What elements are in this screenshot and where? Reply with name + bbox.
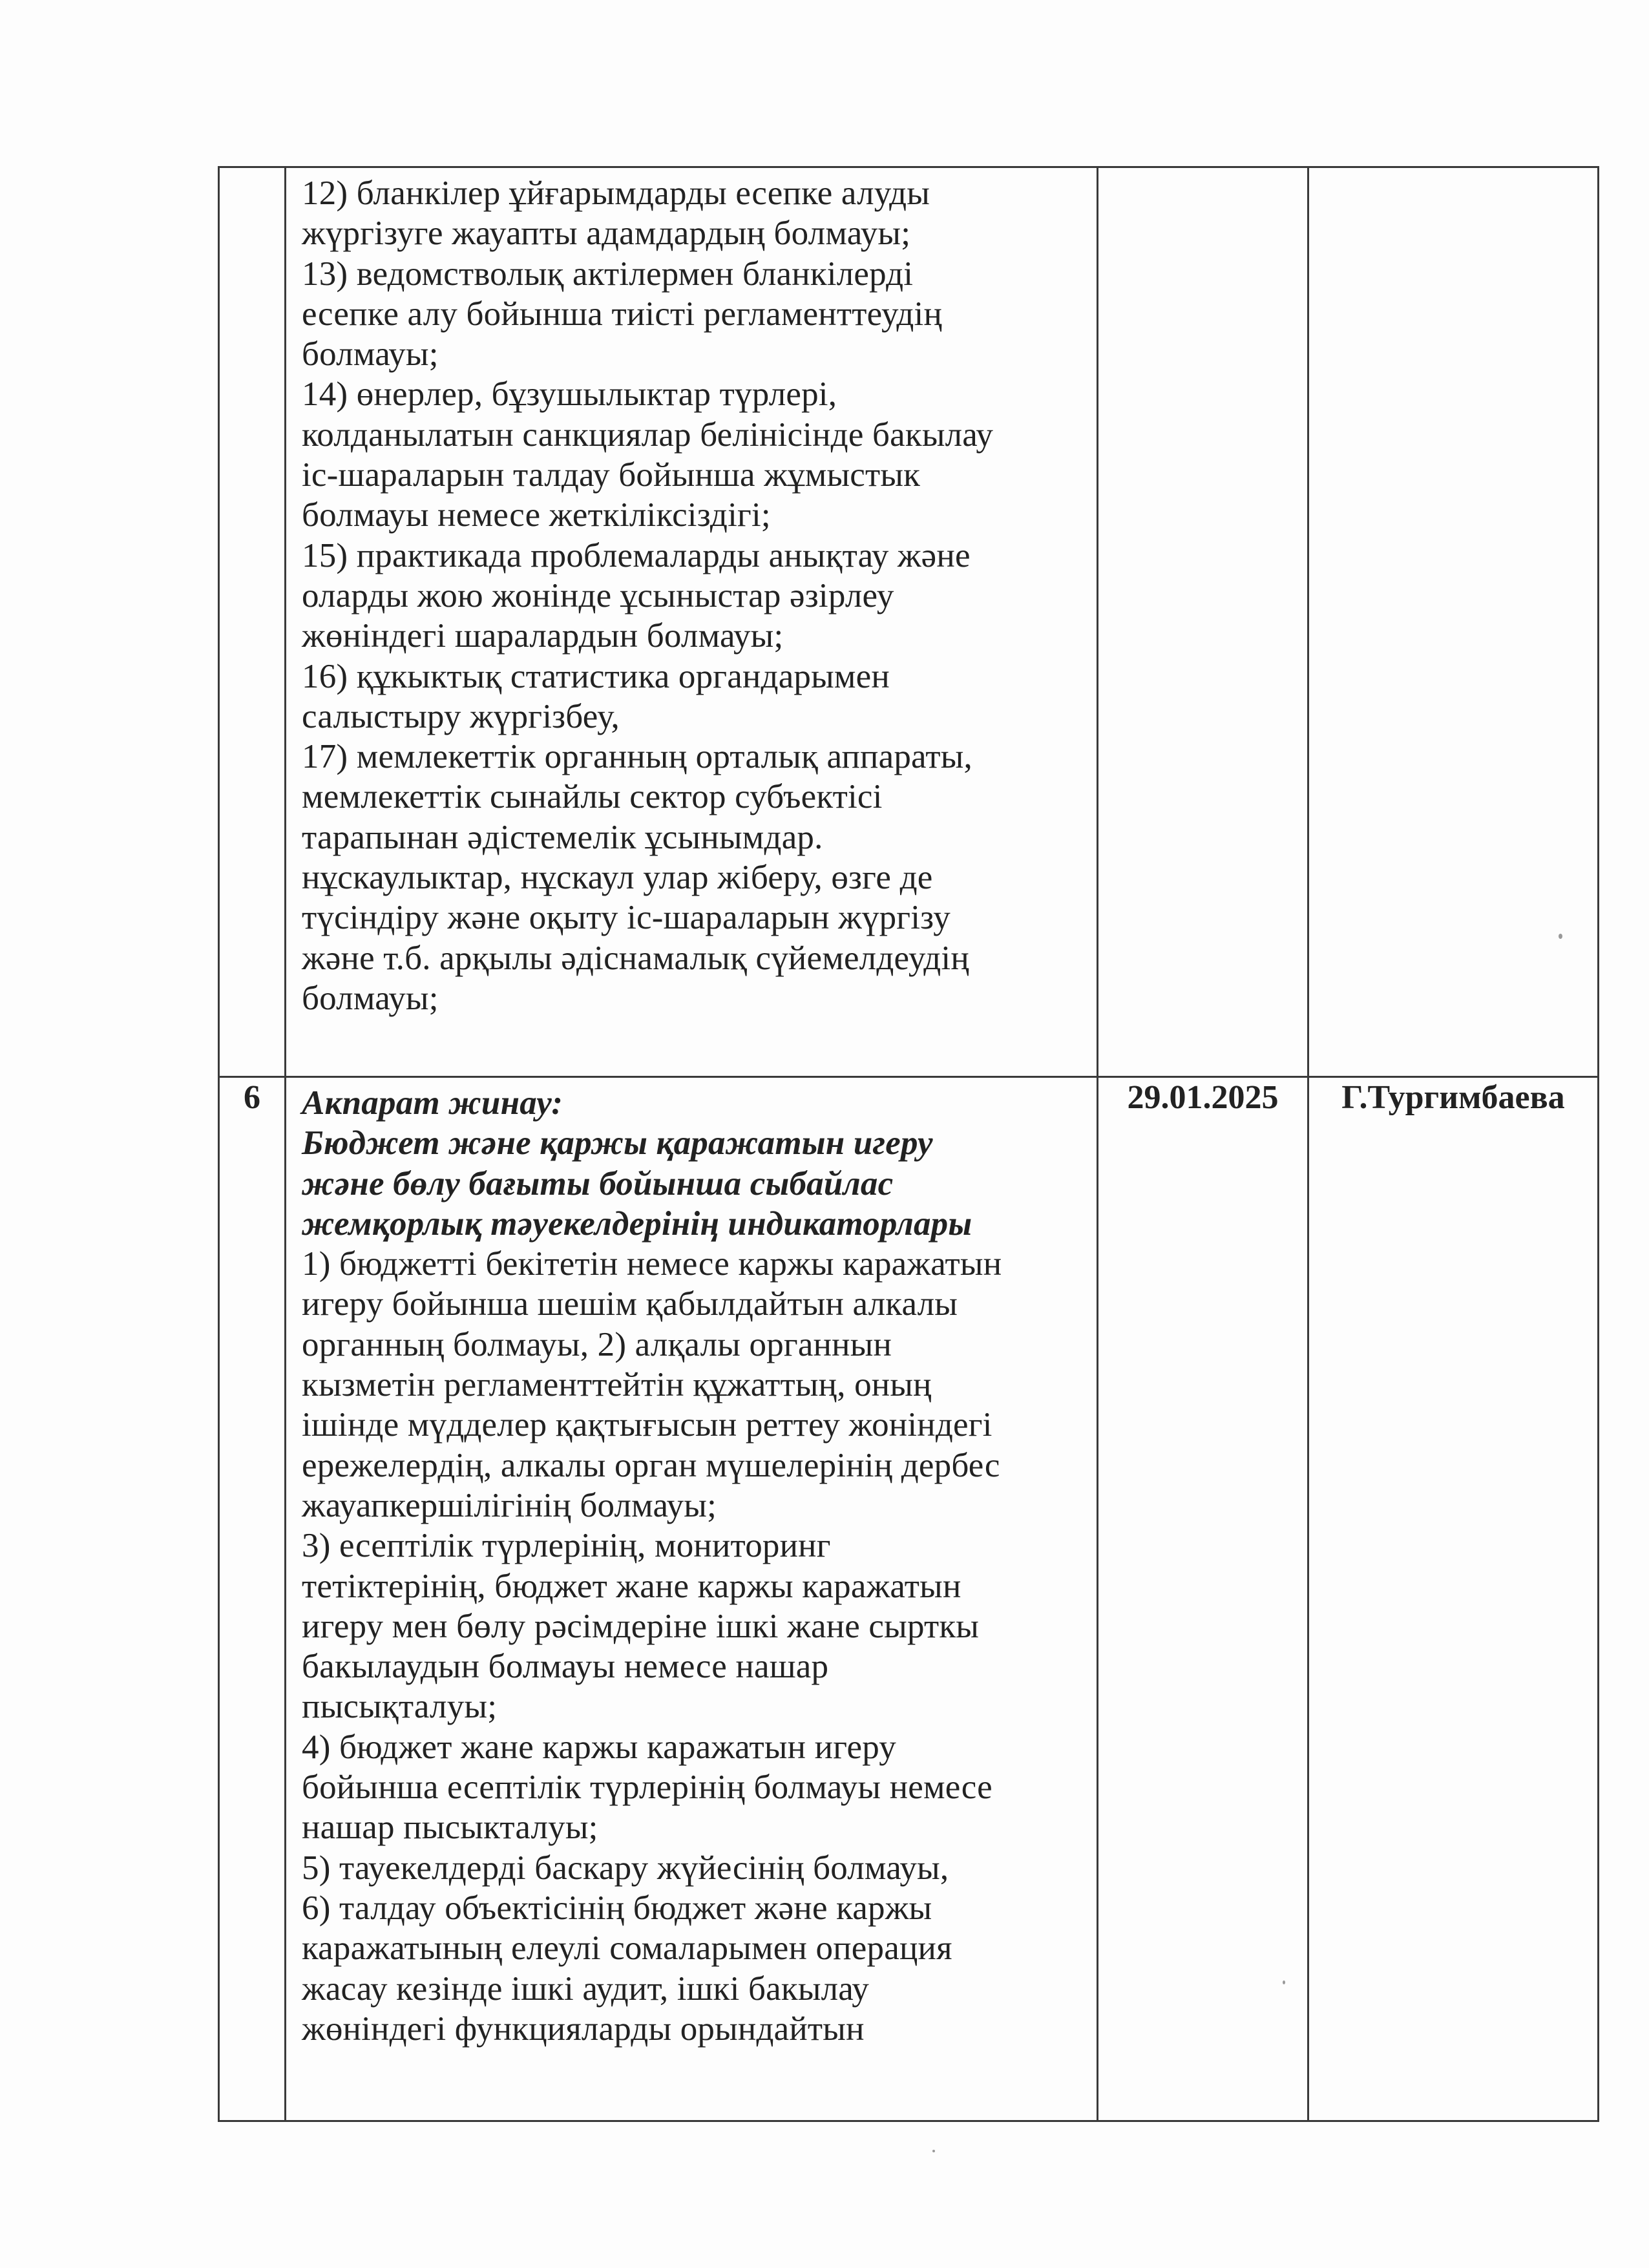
table-row — [219, 1077, 1599, 2121]
responsible-cell — [1308, 167, 1599, 1077]
text-line: мемлекеттік сынайлы сектор субъектісі — [302, 778, 883, 816]
text-line: игеру мен бөлу рәсімдеріне ішкі жане сырткы — [302, 1607, 980, 1645]
text-line: ережелердің, алкалы орган мүшелерінің дербес — [302, 1446, 1000, 1484]
action-plan-table — [218, 166, 1599, 2122]
text-line: 13) ведомстволық актілермен бланкілерді — [302, 255, 914, 293]
text-line: 3) есептілік түрлерінің, мониторинг — [302, 1527, 831, 1565]
text-line: тарапынан әдістемелік ұсынымдар. — [302, 818, 823, 856]
text-line: 4) бюджет жане каржы каражатын игеру — [302, 1728, 896, 1766]
text-line: 12) бланкілер ұйғарымдарды есепке алуды — [302, 174, 930, 212]
text-line: және бөлу бағыты бойынша сыбайлас — [302, 1164, 894, 1202]
content-text — [286, 168, 1097, 1022]
text-line: салыстыру жүргізбеу, — [302, 697, 620, 735]
text-line: каражатының елеулі сомаларымен операция — [302, 1929, 952, 1968]
text-line: бакылаудын болмауы немесе нашар — [302, 1648, 829, 1686]
text-line: бойынша есептілік түрлерінің болмауы немесе — [302, 1769, 993, 1807]
text-line: есепке алу бойынша тиісті регламенттеудің — [302, 295, 943, 333]
text-line: түсіндіру және оқыту іс-шараларын жүргізу — [302, 899, 951, 937]
text-line: жүргізуге жауапты адамдардың болмауы; — [302, 215, 911, 253]
content-cell — [286, 1077, 1098, 2121]
text-line: нұскаулыктар, нұскаул улар жіберу, өзге де — [302, 859, 933, 897]
responsible-cell: Г.Тургимбаева — [1308, 1077, 1599, 2121]
text-line: ішінде мүдделер қақтығысын реттеу жоніндегі — [302, 1406, 993, 1444]
text-line: Бюджет және қаржы қаражатын игеру — [302, 1124, 933, 1162]
text-line: 14) өнерлер, бұзушылыктар түрлері, — [302, 375, 837, 414]
text-line: игеру бойынша шешім қабылдайтын алкалы — [302, 1285, 958, 1323]
text-line: болмауы; — [302, 335, 439, 373]
indicator-list — [302, 1244, 1084, 2049]
text-line: жөніндегі функцияларды орындайтын — [302, 2010, 865, 2048]
text-line: болмауы; — [302, 979, 439, 1017]
text-line: болмауы немесе жеткіліксіздігі; — [302, 496, 771, 534]
scan-speck — [1559, 934, 1562, 939]
text-line: 16) құкыктық статистика органдарымен — [302, 657, 890, 695]
text-line: 6) талдау объектісінің бюджет және каржы — [302, 1889, 932, 1927]
text-line: жөніндегі шаралардын болмауы; — [302, 617, 784, 655]
text-line: және т.б. арқылы әдіснамалық сүйемелдеудің — [302, 939, 969, 977]
scan-speck — [1283, 1980, 1285, 1984]
content-cell — [286, 167, 1098, 1077]
text-line: 15) практикада проблемаларды анықтау және — [302, 536, 971, 574]
row-number-cell — [219, 167, 286, 1077]
text-line: 5) тауекелдерді баскару жүйесінің болмауы, — [302, 1849, 949, 1887]
table-row — [219, 167, 1599, 1077]
text-line: жасау кезінде ішкі аудит, ішкі бакылау — [302, 1969, 870, 2008]
scan-speck — [932, 2150, 935, 2152]
text-line: тетіктерінің, бюджет жане каржы каражатын — [302, 1567, 961, 1605]
text-line: 17) мемлекеттік органның орталық аппараты, — [302, 738, 972, 776]
date-cell: 29.01.2025 — [1098, 1077, 1308, 2121]
text-line: колданылатын санкциялар белінісінде бакылау — [302, 415, 994, 454]
text-line: іс-шараларын талдау бойынша жұмыстык — [302, 456, 921, 494]
text-line: жемқорлық тәуекелдерінің индикаторлары — [302, 1204, 972, 1243]
row-number-cell: 6 — [219, 1077, 286, 2121]
text-line: нашар пысыкталуы; — [302, 1809, 598, 1847]
text-line: оларды жою жонінде ұсыныстар әзірлеу — [302, 576, 894, 614]
text-line: Акпарат жинау: — [302, 1084, 563, 1122]
text-line: кызметін регламенттейтін құжаттың, оның — [302, 1366, 932, 1404]
section-heading — [302, 1083, 1084, 1244]
text-line: 1) бюджетті бекітетін немесе каржы каражатын — [302, 1245, 1002, 1283]
text-line: органның болмауы, 2) алқалы органнын — [302, 1325, 892, 1363]
date-cell — [1098, 167, 1308, 1077]
content-text — [286, 1078, 1097, 2053]
text-line: жауапкершілігінің болмауы; — [302, 1486, 717, 1524]
text-line: пысықталуы; — [302, 1688, 498, 1726]
